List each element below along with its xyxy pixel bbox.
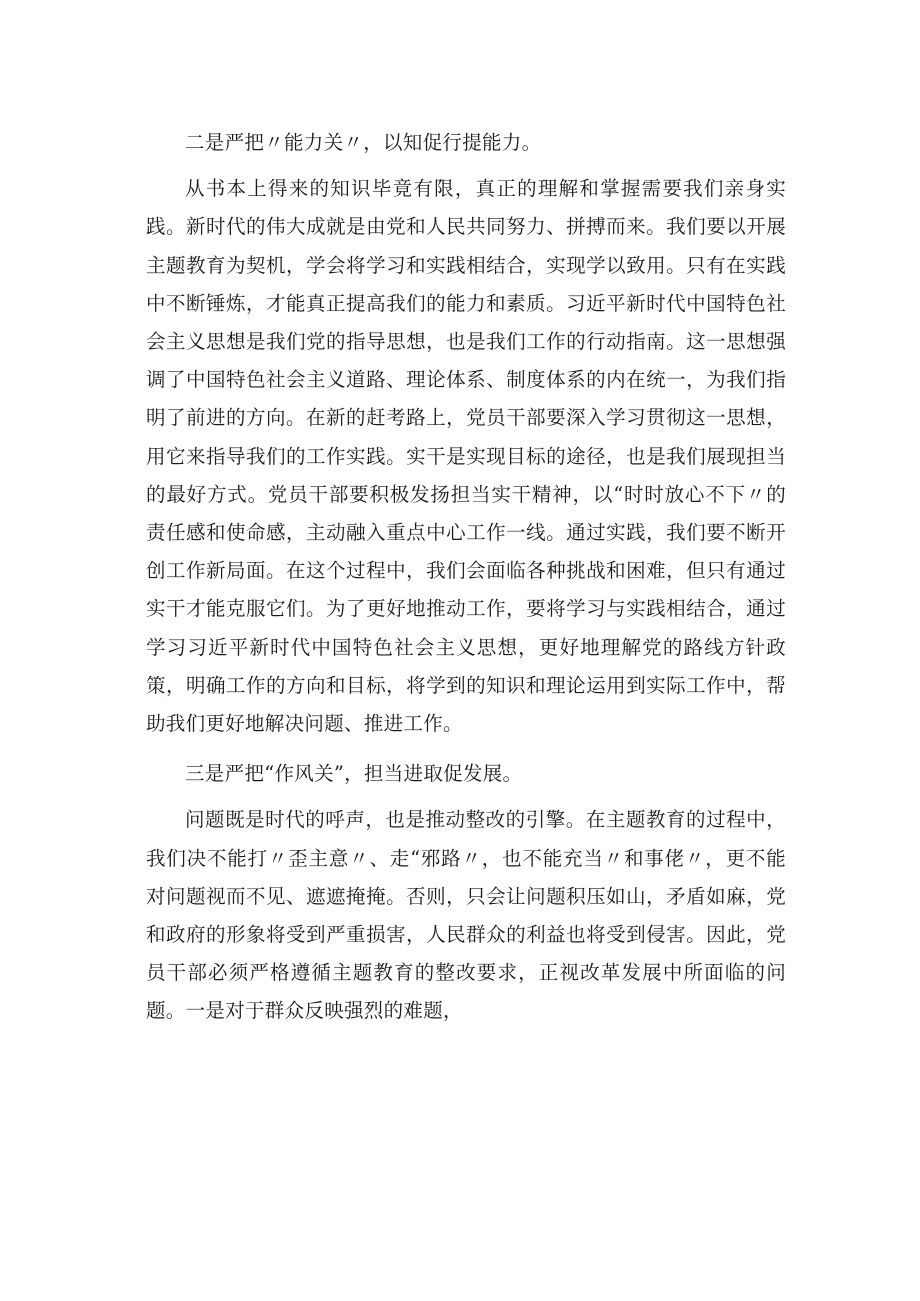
section-heading-ability: 二是严把〃能力关〃，以知促行提能力。 bbox=[185, 131, 542, 154]
section-paragraph-style: 问题既是时代的呼声，也是推动整改的引擎。在主题教育的过程中，我们决不能打〃歪主意〃、走“邪路〃，也不能充当〃和事佬〃，更不能对问题视而不见、遮遮掩掩。否则，只会让问题积压如山，矛盾如麻，党和政府的形象将受到严重损害，人民群众的利益也将受到侵害。因此，党员干部必须严格遵循主题教育的整改要求，正视改革发展中所面临的问题。一是对于群众反映强烈的难题， bbox=[146, 808, 786, 1023]
document-body bbox=[146, 124, 786, 1031]
section-paragraph-ability: 从书本上得来的知识毕竟有限，真正的理解和掌握需要我们亲身实践。新时代的伟大成就是由党和人民共同努力、拼搏而来。我们要以开展主题教育为契机，学会将学习和实践相结合，实现学以致用。只有在实践中不断锤炼，才能真正提高我们的能力和素质。习近平新时代中国特色社会主义思想是我们党的指导思想，也是我们工作的行动指南。这一思想强调了中国特色社会主义道路、理论体系、制度体系的内在统一，为我们指明了前进的方向。在新的赶考路上，党员干部要深入学习贯彻这一思想，用它来指导我们的工作实践。实干是实现目标的途径，也是我们展现担当的最好方式。党员干部要积极发扬担当实干精神，以“时时放心不下〃的责任感和使命感，主动融入重点中心工作一线。通过实践，我们要不断开创工作新局面。在这个过程中，我们会面临各种挑战和困难，但只有通过实干才能克服它们。为了更好地推动工作，要将学习与实践相结合，通过学习习近平新时代中国特色社会主义思想，更好地理解党的路线方针政策，明确工作的方向和目标，将学到的知识和理论运用到实际工作中，帮助我们更好地解决问题、推进工作。 bbox=[146, 177, 786, 736]
section-heading-style: 三是严把“作风关”，担当进取促发展。 bbox=[185, 762, 523, 786]
